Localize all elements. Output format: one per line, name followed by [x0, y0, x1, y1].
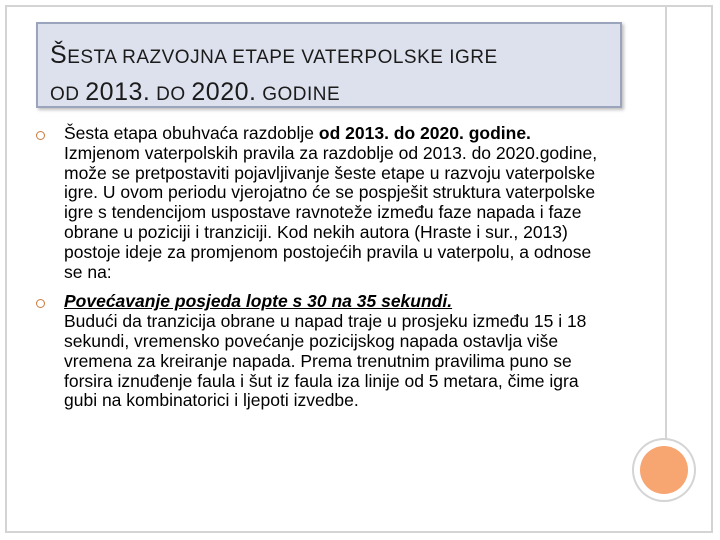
- bullet-text: Šesta etapa obuhvaća razdoblje od 2013. do 2020. godine. Izmjenom vaterpolskih pravila za razdoblje od 2013. do 2020.godine, može se pretpostaviti pojavljivanje šeste etape u razvoju vaterpolske igre. U ovom periodu vjerojatno će se pospješit struktura vaterpolske igre s tendencijom uspostave ravnoteže između faze napada i faze obrane u poziciji i tranziciji. Kod nekih autora (Hraste i sur., 2013) postoje ideje za promjenom postojećih pravila u vaterpolu, a odnose se na:: [64, 123, 598, 282]
- bullet-text: Povećavanje posjeda lopte s 30 na 35 sekundi. Budući da tranzicija obrane u napad traje u prosjeku između 15 i 18 sekundi, vremensko povećanje pozicijskog napada ostavlja više vremena za kreiranje napada. Prema trenutnim pravilima puno se forsira iznuđenje faula i šut iz faula iza linije od 5 metara, čime igra gubi na kombinatorici i ljepoti izvedbe.: [64, 292, 610, 411]
- bullet-item: [36, 124, 614, 282]
- bullet-circle-icon: [36, 292, 64, 311]
- bullet-heading: Povećavanje posjeda lopte s 30 na 35 sekundi.: [64, 291, 453, 312]
- decorative-circle: [640, 446, 688, 494]
- title-box: [36, 22, 622, 108]
- slide-title: [50, 38, 610, 112]
- title-line-2: OD 2013. DO 2020. GODINE: [50, 78, 341, 106]
- bullet-item: [36, 292, 614, 411]
- decorative-vertical-line: [665, 5, 667, 459]
- title-line-1: ŠESTA RAZVOJNA ETAPE VATERPOLSKE IGRE: [50, 41, 498, 69]
- slide-content: [36, 124, 614, 411]
- bullet-circle-icon: [36, 124, 64, 143]
